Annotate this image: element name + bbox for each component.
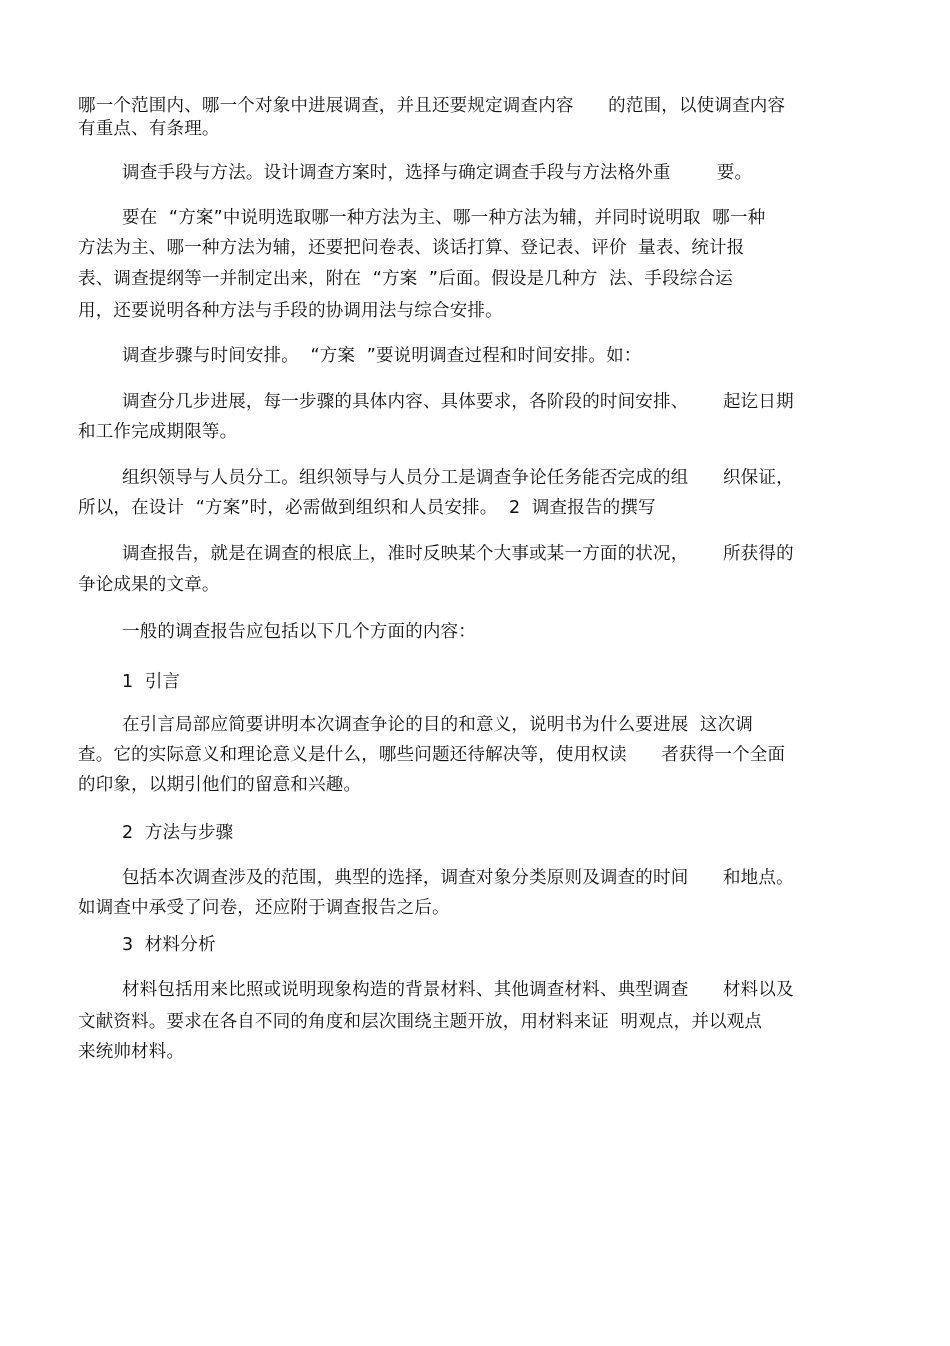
text-line: 查。它的实际意义和理论意义是什么，哪些问题还待解决等，使用权读 者获得一个全面 [78, 745, 786, 765]
text-line: 调查分几步进展，每一步骤的具体内容、具体要求，各阶段的时间安排、 起讫日期 [122, 392, 794, 412]
text-line: 材料包括用来比照或说明现象构造的背景材料、其他调查材料、典型调查 材料以及 [122, 980, 794, 1000]
text-line: 方法为主、哪一种方法为辅，还要把问卷表、谈话打算、登记表、评价 量表、统计报 [78, 238, 745, 258]
section-heading: 2 方法与步骤 [122, 823, 234, 843]
section-heading: 1 引言 [122, 672, 181, 692]
text-line: 文献资料。要求在各自不同的角度和层次围绕主题开放，用材料来证 明观点，并以观点 [78, 1012, 763, 1032]
text-line: 表、调查提纲等一并制定出来，附在 “方案 ”后面。假设是几种方 法、手段综合运 [78, 269, 733, 289]
text-line: 包括本次调查涉及的范围，典型的选择，调查对象分类原则及调查的时间 和地点。 [122, 868, 794, 888]
text-line: 哪一个范围内、哪一个对象中进展调查，并且还要规定调查内容 的范围，以使调查内容 [78, 96, 786, 116]
text-line: 如调查中承受了问卷，还应附于调查报告之后。 [78, 898, 450, 918]
text-line: 有重点、有条理。 [78, 119, 220, 139]
text-line: 和工作完成期限等。 [78, 422, 238, 442]
section-heading: 3 材料分析 [122, 935, 216, 955]
text-line: 组织领导与人员分工。组织领导与人员分工是调查争论任务能否完成的组 织保证， [122, 468, 794, 488]
text-line: 所以，在设计 “方案”时，必需做到组织和人员安排。 2 调查报告的撰写 [78, 498, 656, 518]
text-line: 调查步骤与时间安排。 “方案 ”要说明调查过程和时间安排。如： [122, 346, 642, 366]
text-line: 调查报告，就是在调查的根底上，准时反映某个大事或某一方面的状况， 所获得的 [122, 544, 794, 564]
text-line: 用，还要说明各种方法与手段的协调用法与综合安排。 [78, 301, 503, 321]
text-line: 要在 “方案”中说明选取哪一种方法为主、哪一种方法为辅，并同时说明取 哪一种 [122, 208, 766, 228]
text-line: 的印象，以期引他们的留意和兴趣。 [78, 775, 362, 795]
text-line: 调查手段与方法。设计调查方案时，选择与确定调查手段与方法格外重 要。 [122, 163, 753, 183]
text-line: 一般的调查报告应包括以下几个方面的内容： [122, 622, 476, 642]
text-line: 争论成果的文章。 [78, 575, 220, 595]
text-line: 在引言局部应简要讲明本次调查争论的目的和意义，说明书为什么要进展 这次调 [122, 715, 754, 735]
text-line: 来统帅材料。 [78, 1042, 185, 1062]
